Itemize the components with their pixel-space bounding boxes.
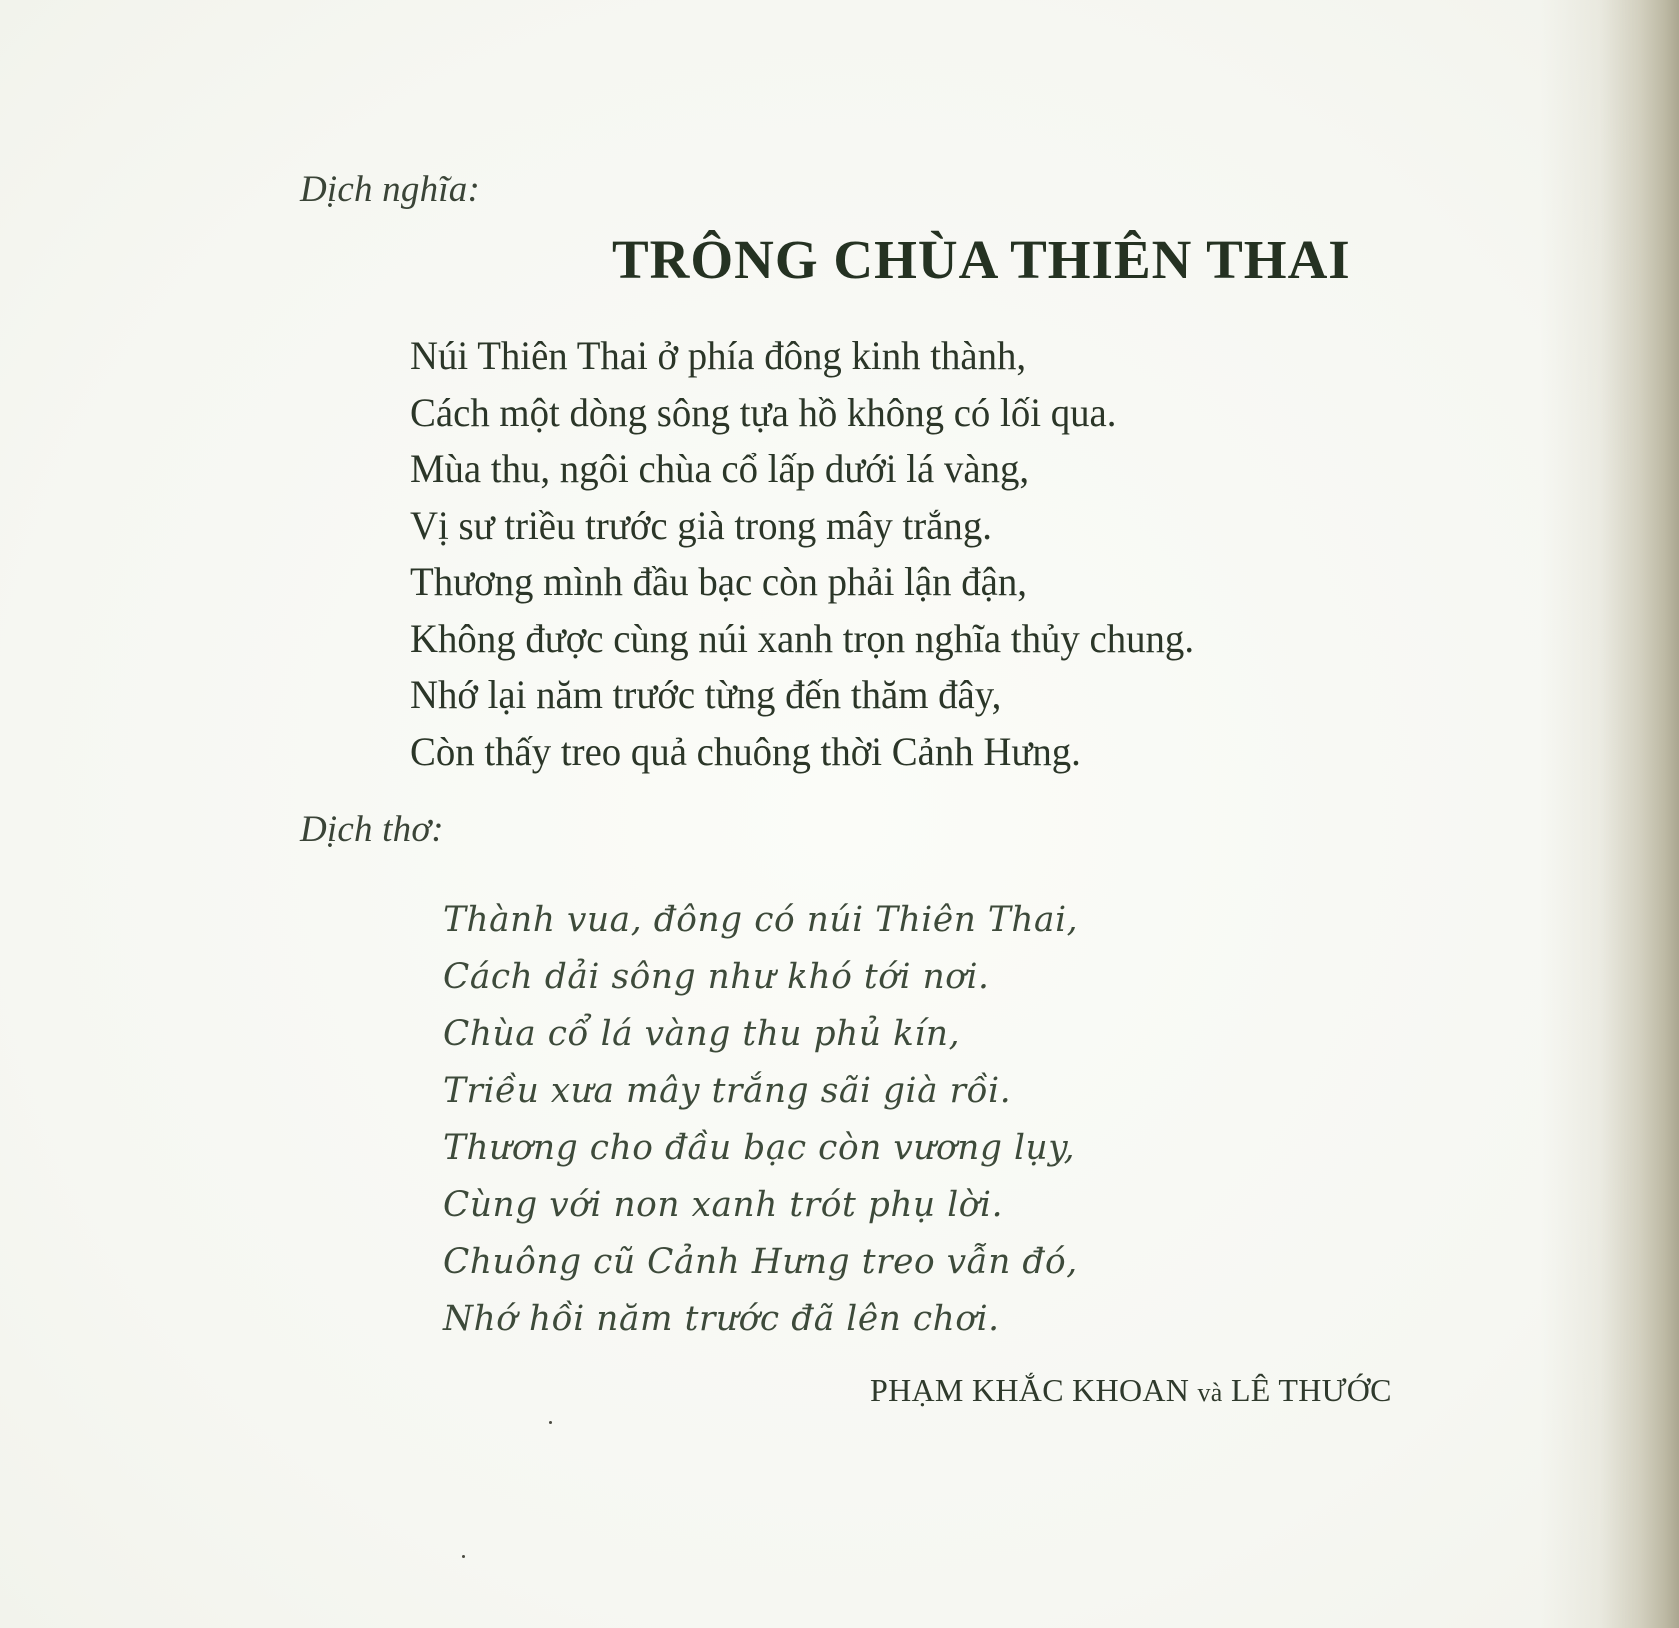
- verse-line: Cách dải sông như khó tới nơi.: [443, 957, 990, 997]
- verse-translation: [443, 892, 1091, 1348]
- prose-line: Không được cùng núi xanh trọn nghĩa thủy chung.: [410, 615, 1195, 661]
- prose-line: Thương mình đầu bạc còn phải lận đận,: [410, 559, 1027, 604]
- prose-line: Núi Thiên Thai ở phía đông kinh thành,: [410, 333, 1027, 378]
- verse-line: Thương cho đầu bạc còn vương lụy,: [443, 1128, 1076, 1168]
- translator-name: PHẠM KHẮC KHOAN: [870, 1372, 1190, 1408]
- prose-line: Vị sư triều trước già trong mây trắng.: [410, 502, 992, 548]
- translation-label: Dịch nghĩa:: [300, 169, 480, 210]
- verse-line: Chùa cổ lá vàng thu phủ kín,: [443, 1014, 961, 1054]
- verse-line: Triều xưa mây trắng sãi già rồi.: [443, 1071, 1012, 1111]
- translator-attribution: [870, 1372, 1392, 1409]
- prose-translation: [410, 328, 1218, 780]
- prose-line: Cách một dòng sông tựa hồ không có lối qua.: [410, 389, 1117, 435]
- prose-line: Nhớ lại năm trước từng đến thăm đây,: [410, 672, 1002, 717]
- ink-speck: [462, 1555, 465, 1558]
- verse-line: Chuông cũ Cảnh Hưng treo vẫn đó,: [443, 1242, 1078, 1282]
- verse-line: Thành vua, đông có núi Thiên Thai,: [443, 900, 1079, 940]
- prose-line: Mùa thu, ngôi chùa cổ lấp dưới lá vàng,: [410, 446, 1030, 491]
- verse-label: Dịch thơ:: [300, 809, 444, 850]
- prose-line: Còn thấy treo quả chuông thời Cảnh Hưng.: [410, 728, 1081, 774]
- conjunction: và: [1197, 1378, 1223, 1407]
- poem-title: TRÔNG CHÙA THIÊN THAI: [612, 229, 1351, 290]
- verse-line: Nhớ hồi năm trước đã lên chơi.: [443, 1299, 1000, 1339]
- verse-line: Cùng với non xanh trót phụ lời.: [443, 1185, 1004, 1225]
- translator-name: LÊ THƯỚC: [1230, 1372, 1392, 1408]
- ink-speck: [549, 1421, 552, 1424]
